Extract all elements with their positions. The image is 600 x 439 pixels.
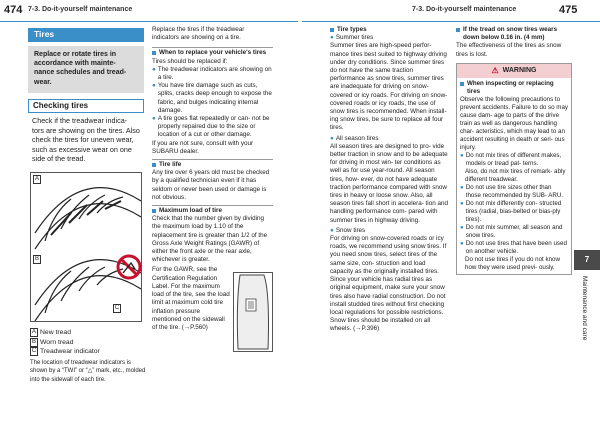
warning-lead: Observe the following precautions to prevent accidents. Failure to do so may cause dam- age to parts of the drive train as well as dangerous handling char- acteristics, which may lead to an accident resulting in death or seri- ous injury. xyxy=(460,96,568,152)
warning-triangle-icon: ⚠ xyxy=(491,65,499,75)
warning-item: ● Do not mix tires of different makes, models or tread pat- terns. xyxy=(460,152,562,168)
snow-tires-text: For driving on snow-covered roads or icy roads, we recommend using snow tires. If you need snow tires, select tires of the same size, con- struction and load capacity as the originally installed tires. Since your vehicle has radial tires as original equipment, make sure your snow tires also have radial construction. Do not install studded tires without first checking local regulations for possible restrictions. Snow tires should be installed on all wheels. (→P.396) xyxy=(330,235,447,333)
list-item: ● You have tire damage such as cuts, splits, cracks deep enough to expose the fabric, and bulges indicating internal damage. xyxy=(152,82,272,114)
legend-item: A New tread xyxy=(31,329,71,336)
left-page-header xyxy=(0,0,298,22)
bullet-icon: ● xyxy=(330,34,334,42)
warning-item-note: Also, do not mix tires of remark- ably different treadwear. xyxy=(465,168,566,184)
replace-intro: Replace the tires if the treadwear indicators are showing on a tire. xyxy=(152,26,245,42)
left-page-number: 474 xyxy=(4,4,23,16)
warning-item-note: Do not use tires if you do not know how they were used previ- ously. xyxy=(465,256,560,272)
column-2 xyxy=(152,26,273,352)
tire-illustration xyxy=(31,173,142,322)
figure-label-b: B xyxy=(34,256,39,262)
left-section-title: 7-3. Do-it-yourself maintenance xyxy=(28,6,133,13)
bullet-icon: ● xyxy=(460,184,464,192)
summer-tires-text: Summer tires are high-speed perfor- mance tires best suited to highway driving under dry conditions. Since summer tires do not have the same traction performance as snow tires, summer tires are inadequate for driving on snow-covered or icy roads. For driving on snow-covered roads or icy roads, the use of snow tires is recommended. When install- ing snow tires, be sure to replace all four tires. xyxy=(330,42,448,132)
bullet-icon: ● xyxy=(152,65,156,73)
list-item: ● The treadwear indicators are showing on a tire. xyxy=(152,65,272,82)
warning-item: ● Do not use tire sizes other than those recommended by SUB- ARU. xyxy=(460,184,564,200)
chapter-tab[interactable]: 7 xyxy=(574,250,600,270)
bullet-icon: ● xyxy=(152,82,156,90)
right-section-title: 7-3. Do-it-yourself maintenance xyxy=(412,6,517,13)
all-season-text: All season tires are designed to pro- vide better traction in snow and to be adequate for driving in most win- ter conditions as well as for use year-round. All season tires, how- ever, do not have adequate traction performance compared with snow tires in heavy or loose snow. Also, all season tires fall short in accelera- tion and handling performance com- pared with summer tires in highway driving. xyxy=(330,142,448,224)
bullet-icon: ● xyxy=(460,224,464,232)
snow-tires-heading: ● Snow tires xyxy=(330,226,366,234)
bullet-icon: ● xyxy=(330,226,334,234)
warning-box xyxy=(456,63,572,275)
section-square-icon xyxy=(152,163,156,167)
section-square-icon xyxy=(456,28,460,32)
tire-types-heading: Tire types xyxy=(330,26,450,34)
warning-item: ● Do not mix summer, all season and snow tires. xyxy=(460,224,563,240)
figure-label-a: A xyxy=(34,176,39,182)
figure-legend xyxy=(30,328,146,385)
legend-item: B Worn tread xyxy=(31,338,74,346)
triangle-icon: △ xyxy=(87,368,93,375)
right-page-header xyxy=(302,0,600,22)
gawr-text: For the GAWR, see the Certification Regulation Label. For the maximum load of the tire, see the load limit at maximum cold tire inflation pressure mentioned on the sidewall of the tire. (→P.560) xyxy=(152,266,230,331)
bullet-icon: ● xyxy=(460,152,464,160)
tire-life-heading: Tire life xyxy=(152,161,273,169)
replace-lead: Tires should be replaced if: xyxy=(152,57,228,65)
new-tread-tire xyxy=(35,188,141,249)
right-page-number: 475 xyxy=(559,4,578,16)
chapter-tab-label: Maintenance and care xyxy=(581,276,588,341)
summer-tires-heading: ● Summer tires xyxy=(330,34,374,42)
snow-wear-text: The effectiveness of the tires as snow tires is lost. xyxy=(456,42,562,58)
max-load-text: Check that the number given by dividing the maximum load by 1.10 of the replacement tire is greater than 1/2 of the Gross Axle Weight Ratings (GAWR) of either the front axle or the rear axle, whichever is greater. xyxy=(152,215,268,264)
tire-treadwear-figure xyxy=(30,172,142,322)
checking-tires-text: Check if the treadwear indica- tors are showing on the tires. Also check the tires for uneven wear, such as excessive wear on one side of the tread. xyxy=(32,116,140,164)
warning-body xyxy=(457,78,571,274)
section-square-icon xyxy=(460,82,464,86)
worn-tread-tire xyxy=(35,260,141,321)
warning-item: ● Do not use tires that have been used on another vehicle. xyxy=(460,240,567,256)
replace-after: If you are not sure, consult with your SUBARU dealer. xyxy=(152,139,254,155)
figure-label-c: C xyxy=(114,305,120,311)
snow-wear-heading: If the tread on snow tires wears down below 0.16 in. (4 mm) xyxy=(456,26,572,42)
bullet-icon: ● xyxy=(152,115,156,123)
bullet-icon: ● xyxy=(330,134,334,142)
warning-subheading: When inspecting or replacing tires xyxy=(460,80,568,96)
all-season-heading: ● All season tires xyxy=(330,134,379,142)
bullet-icon: ● xyxy=(460,200,464,208)
section-square-icon xyxy=(330,28,334,32)
max-load-heading: Maximum load of tire xyxy=(152,207,273,215)
list-item: ● A tire goes flat repeatedly or can- not be properly repaired due to the size or location of a cut or other damage. xyxy=(152,115,270,139)
legend-item: C Treadwear indicator xyxy=(31,348,100,355)
checking-tires-heading: Checking tires xyxy=(28,99,144,113)
warning-item: ● Do not mix differently con- structed tires (radial, bias-belted or bias-ply tires). xyxy=(460,200,562,224)
tires-summary: Replace or rotate tires in accordance with mainte- nance schedules and tread- wear. xyxy=(28,46,144,93)
warning-header: ⚠ WARNING xyxy=(457,64,571,78)
door-label-illustration xyxy=(233,272,273,352)
tires-title: Tires xyxy=(28,28,144,42)
bullet-icon: ● xyxy=(460,240,464,248)
section-square-icon xyxy=(152,209,156,213)
section-square-icon xyxy=(152,51,156,55)
column-4 xyxy=(456,26,572,275)
column-3 xyxy=(330,26,450,334)
replace-heading: When to replace your vehicle's tires xyxy=(152,49,273,57)
tire-life-text: Any tire over 6 years old must be checked by a qualified technician even if it has seldom or never been used or damage is not obvious. xyxy=(152,169,270,201)
column-1 xyxy=(28,28,144,167)
indicator-location-note: The location of treadwear indicators is shown by a “TWI” or “△” mark, etc., molded into the sidewall of each tire. xyxy=(30,359,146,384)
